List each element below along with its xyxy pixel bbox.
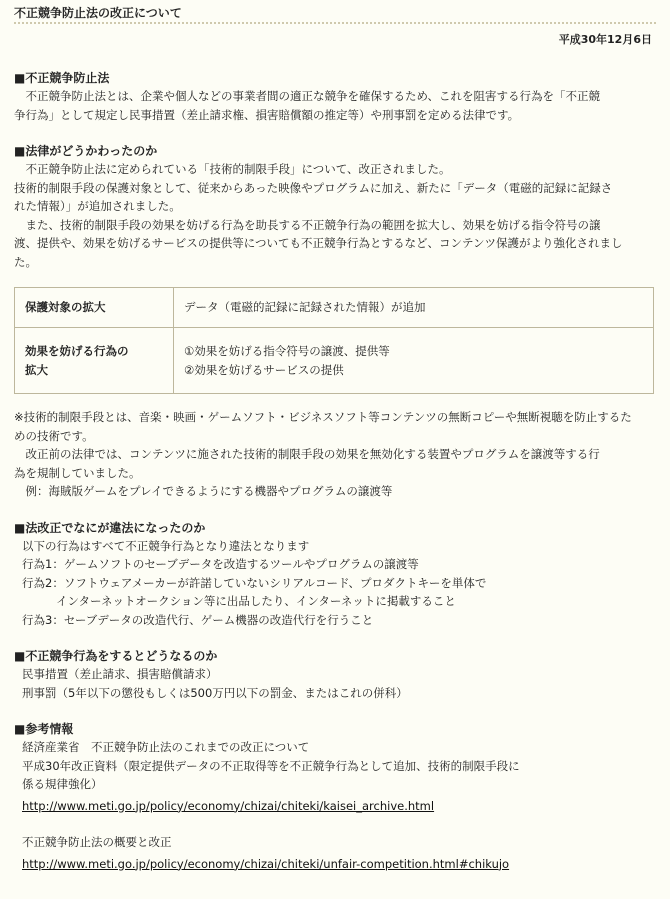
note-line: 為を規制していました。 — [14, 465, 141, 480]
section-heading: ■不正競争防止法 — [14, 71, 110, 85]
table-row-value: ①効果を妨げる指令符号の譲渡、提供等 ②効果を妨げるサービスの提供 — [174, 328, 654, 394]
note-line: 改正前の法律では、コンテンツに施された技術的制限手段の効果を無効化する装置やプログラムを譲渡等する行 — [14, 447, 600, 461]
publish-date: 平成30年12月6日 — [558, 33, 652, 46]
section-unfair-competition-law — [14, 69, 656, 124]
section-what-changed — [14, 142, 656, 271]
table-row — [15, 328, 654, 394]
title-bar — [14, 0, 656, 24]
reference-link-row — [14, 855, 656, 874]
section-consequences — [14, 647, 656, 702]
section-text-line: た。 — [14, 254, 37, 269]
meti-unfair-competition-link[interactable]: http://www.meti.go.jp/policy/economy/chizai/chiteki/unfair-competition.html#chikujo — [22, 856, 510, 871]
table-row-label: 保護対象の拡大 — [15, 288, 174, 328]
section-text-line: 渡、提供や、効果を妨げるサービスの提供等についても不正競争行為とするなど、コンテンツ保護がより強化されまし — [14, 236, 623, 250]
act-item-continuation: インターネットオークション等に出品したり、インターネットに掲載すること — [56, 594, 456, 608]
note-line: ※技術的制限手段とは、音楽・映画・ゲームソフト・ビジネスソフト等コンテンツの無断コピーや無断視聴を防止するた — [14, 410, 632, 424]
meti-amendment-archive-link[interactable]: http://www.meti.go.jp/policy/economy/chizai/chiteki/kaisei_archive.html — [22, 798, 435, 813]
section-text-line: 民事措置（差止請求、損害賠償請求） — [22, 667, 218, 681]
amendment-table — [14, 287, 654, 394]
section-heading: ■法改正でなにが違法になったのか — [14, 520, 206, 535]
section-text-line: 不正競争防止法の概要と改正 — [22, 835, 172, 849]
section-what-became-illegal — [14, 519, 656, 630]
section-text-line: 経済産業省 不正競争防止法のこれまでの改正について — [22, 740, 310, 754]
act-item: 行為2：ソフトウェアメーカーが許諾していないシリアルコード、プロダクトキーを単体で — [22, 575, 487, 590]
section-text-line: 技術的制限手段の保護対象として、従来からあった映像やプログラムに加え、新たに「データ（電磁的記録に記録さ — [14, 180, 613, 195]
section-text-line: れた情報）」が追加されました。 — [14, 199, 181, 213]
section-text-line: 刑事罰（5年以下の懲役もしくは500万円以下の罰金、またはこれの併科） — [22, 685, 408, 700]
table-row-label: 効果を妨げる行為の 拡大 — [15, 328, 174, 394]
section-text-line: 係る規律強化） — [22, 777, 103, 791]
table-row-value: データ（電磁的記録に記録された情報）が追加 — [174, 288, 654, 328]
page-title: 不正競争防止法の改正について — [14, 6, 182, 20]
section-text-line: 争行為」として規定し民事措置（差止請求権、損害賠償額の推定等）や刑事罰を定める法律です。 — [14, 107, 520, 122]
section-heading: ■不正競争行為をするとどうなるのか — [14, 649, 218, 663]
note-line: 例：海賊版ゲームをプレイできるようにする機器やプログラムの譲渡等 — [14, 484, 393, 498]
act-item: 行為1：ゲームソフトのセーブデータを改造するツールやプログラムの譲渡等 — [22, 557, 419, 571]
act-item: 行為3：セーブデータの改造代行、ゲーム機器の改造代行を行うこと — [22, 612, 374, 627]
section-references — [14, 720, 656, 873]
table-row — [15, 288, 654, 328]
section-text-line: 不正競争防止法に定められている「技術的制限手段」について、改正されました。 — [14, 162, 451, 176]
section-heading: ■法律がどうかわったのか — [14, 144, 158, 158]
section-heading: ■参考情報 — [14, 722, 74, 736]
section-text-line: 平成30年改正資料（限定提供データの不正取得等を不正競争行為として追加、技術的制限手段に — [22, 758, 520, 773]
reference-link-row — [14, 797, 656, 816]
technical-restriction-note — [14, 408, 656, 501]
note-line: めの技術です。 — [14, 428, 94, 443]
section-text-line: 以下の行為はすべて不正競争行為となり違法となります — [22, 538, 310, 553]
section-text-line: 不正競争防止法とは、企業や個人などの事業者間の適正な競争を確保するため、これを阻害する行為を「不正競 — [14, 89, 601, 103]
section-text-line: また、技術的制限手段の効果を妨げる行為を助長する不正競争行為の範囲を拡大し、効果を妨げる指令符号の譲 — [14, 217, 601, 232]
